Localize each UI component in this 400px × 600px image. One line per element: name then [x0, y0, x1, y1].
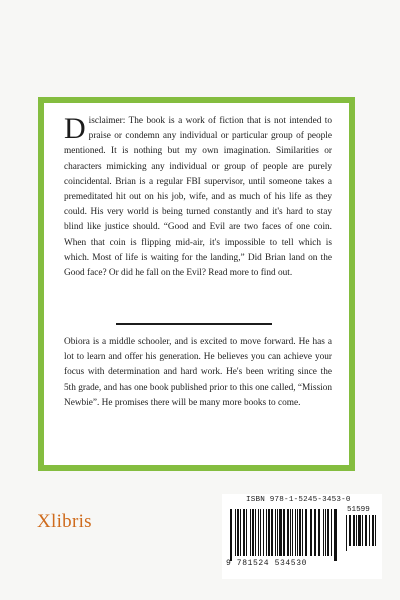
barcode-bar [362, 515, 363, 546]
barcode-bar [258, 509, 259, 556]
barcode-digits: 9 781524 534530 [226, 559, 308, 568]
barcode-bar [277, 509, 278, 556]
barcode-bar [325, 509, 326, 556]
barcode-bar [353, 515, 355, 546]
barcode-bar [243, 509, 245, 556]
barcode-bar [266, 509, 267, 556]
barcode-bar [331, 509, 332, 556]
barcode-bar [263, 509, 264, 556]
barcode-bar [372, 515, 374, 546]
barcode-bar [240, 509, 241, 556]
drop-cap: D [64, 112, 86, 145]
barcode-bar [318, 509, 320, 556]
author-bio: Obiora is a middle schooler, and is excited to move forward. He has a lot to learn and offer his generation. He believes you can achieve your focus with determination and hard work. He's been writing since the 5th grade, and has one book published prior to this one called, “Mission Newbie”. He promises there will be many more books to come. [64, 337, 332, 408]
barcode-bar [235, 509, 236, 556]
barcode-bar [295, 509, 296, 556]
isbn-label: ISBN 978-1-5245-3453-0 [246, 496, 351, 504]
barcode-bar [237, 509, 239, 556]
barcode-bar [356, 515, 357, 546]
barcode-bar [365, 515, 367, 546]
barcode-bar [327, 509, 329, 556]
barcode-bar [292, 509, 293, 556]
divider [116, 323, 272, 325]
price-code: 51599 [347, 506, 370, 514]
barcode-bar [375, 515, 376, 546]
blurb-body: isclaimer: The book is a work of fiction that is not intended to praise or condemn any individual or particular group of people mentioned. It is nothing but my own imagination. Similarities or characters mimicking any individual or group of people are purely coincidental. Brian is a regular FBI supervisor, until someone takes a premeditated hit out on his job, wife, and as much of his life as they could. His very world is being turned constantly and it's hard to stay blind like justice should. “Good and Evil are two faces of one coin. When that coin is flipping mid-air, it's impossible to tell which is which. Most of life is waiting for the landing,” Did Brian land on the Good face? Or did he fall on the Evil? Read more to find out. [64, 116, 332, 279]
barcode-bar [323, 509, 324, 556]
barcode-area [222, 494, 382, 579]
barcode-bar [252, 509, 254, 556]
barcode-bar [349, 515, 351, 546]
blurb-text [64, 114, 332, 281]
barcode-bar [250, 509, 251, 556]
barcode-bar [283, 509, 285, 556]
barcode-bar [305, 509, 307, 556]
barcode-bar [275, 509, 276, 556]
publisher-logo: Xlibris [37, 511, 92, 532]
barcode-bar [287, 509, 289, 556]
barcode-bar [302, 509, 303, 556]
barcode-bar [230, 509, 232, 561]
barcode-bar [310, 509, 312, 556]
barcode-bar [297, 509, 298, 556]
barcode-bar [271, 509, 273, 556]
barcode-bar [358, 515, 361, 546]
barcode-bar [346, 515, 347, 551]
barcode-bar [314, 509, 316, 556]
barcode-bar [246, 509, 247, 556]
barcode-bar [334, 509, 337, 561]
barcode-bar [260, 509, 261, 556]
barcode-bars [230, 509, 344, 561]
barcode-bar [290, 509, 291, 556]
addon-barcode-bars [346, 515, 378, 551]
barcode-bar [255, 509, 256, 556]
barcode-bar [299, 509, 301, 556]
barcode-bar [369, 515, 370, 546]
barcode-bar [268, 509, 270, 556]
barcode-bar [279, 509, 282, 556]
